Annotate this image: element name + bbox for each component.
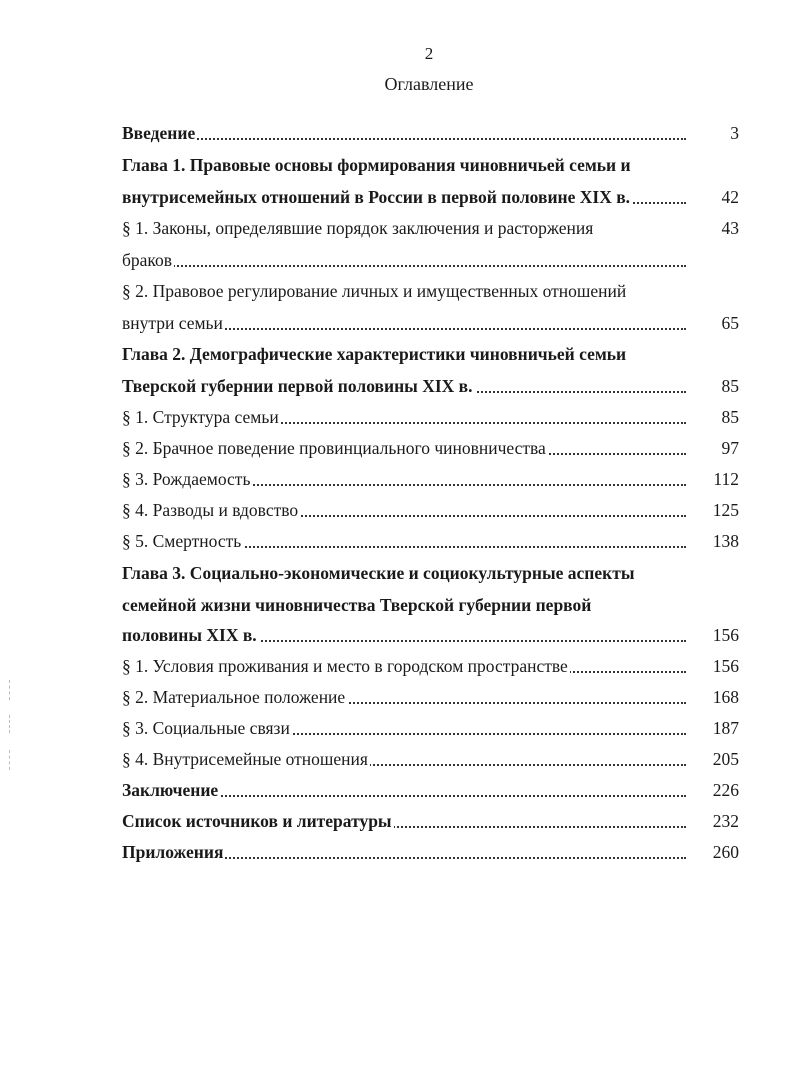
toc-entry-text: § 1. Условия проживания и место в городском пространстве xyxy=(122,656,568,676)
toc-entry-text: § 2. Правовое регулирование личных и имущественных отношений xyxy=(122,281,627,301)
toc-entry-section-2-3[interactable] xyxy=(122,464,686,494)
toc-page-number: 85 xyxy=(721,407,739,427)
toc-entry-chapter-3[interactable] xyxy=(122,558,686,588)
page-title: Оглавление xyxy=(384,74,474,94)
toc-entry-text: § 4. Внутрисемейные отношения xyxy=(122,749,368,769)
page-number: 2 xyxy=(424,44,434,63)
toc-page-number: 168 xyxy=(712,687,739,707)
scan-margin-mark xyxy=(9,750,10,770)
toc-entry-section-3-4[interactable] xyxy=(122,744,686,774)
toc-entry-section-1-1[interactable] xyxy=(122,213,686,243)
toc-entry-text: Глава 2. Демографические характеристики чиновничьей семьи xyxy=(122,344,627,364)
toc-entry-text: Введение xyxy=(122,123,196,143)
toc-page-number: 3 xyxy=(730,123,739,143)
toc-page-number: 97 xyxy=(721,438,739,458)
toc-page-number: 42 xyxy=(721,187,739,207)
toc-entry-sources[interactable] xyxy=(122,806,686,836)
toc-entry-text: Глава 1. Правовые основы формирования чиновничьей семьи и xyxy=(122,155,631,175)
toc-entry-introduction[interactable] xyxy=(122,118,686,148)
toc-entry-chapter-1[interactable] xyxy=(122,150,686,180)
toc-entry-chapter-2[interactable] xyxy=(122,339,686,369)
toc-page-number: 65 xyxy=(721,313,739,333)
toc-entry-chapter-3-cont-2[interactable] xyxy=(122,620,686,650)
toc-entry-chapter-1-cont[interactable] xyxy=(122,182,686,212)
toc-entry-text: § 2. Брачное поведение провинциального чиновничества xyxy=(122,438,546,458)
toc-entry-section-3-2[interactable] xyxy=(122,682,686,712)
toc-page-number: 125 xyxy=(712,500,739,520)
toc-entry-conclusion[interactable] xyxy=(122,775,686,805)
toc-entry-section-2-1[interactable] xyxy=(122,402,686,432)
leader-dots xyxy=(122,138,686,140)
toc-entry-section-1-2[interactable] xyxy=(122,276,686,306)
toc-entry-section-2-4[interactable] xyxy=(122,495,686,525)
toc-page-number: 205 xyxy=(712,749,739,769)
toc-page-number: 187 xyxy=(712,718,739,738)
toc-entry-section-3-3[interactable] xyxy=(122,713,686,743)
toc-entry-text: внутрисемейных отношений в России в первой половине XIX в. xyxy=(122,187,631,207)
toc-entry-appendices[interactable] xyxy=(122,837,686,867)
toc-entry-text: Список источников и литературы xyxy=(122,811,392,831)
toc-entry-text: Тверской губернии первой половины XIX в. xyxy=(122,376,473,396)
toc-entry-text: § 1. Законы, определявшие порядок заключения и расторжения xyxy=(122,218,594,238)
toc-entry-text: § 4. Разводы и вдовство xyxy=(122,500,299,520)
toc-page-number: 112 xyxy=(713,469,739,489)
toc-page-number: 156 xyxy=(712,625,739,645)
toc-entry-text: § 5. Смертность xyxy=(122,531,242,551)
toc-entry-section-2-2[interactable] xyxy=(122,433,686,463)
toc-entry-text: § 3. Социальные связи xyxy=(122,718,290,738)
toc-entry-text: браков xyxy=(122,250,173,270)
toc-page-number: 156 xyxy=(712,656,739,676)
toc-entry-text: Заключение xyxy=(122,780,219,800)
scan-margin-mark xyxy=(9,715,10,733)
toc-page-number: 43 xyxy=(721,218,739,238)
toc-page-number: 138 xyxy=(712,531,739,551)
toc-entry-chapter-3-cont[interactable] xyxy=(122,590,686,620)
toc-entry-text: Приложения xyxy=(122,842,224,862)
toc-entry-text: § 1. Структура семьи xyxy=(122,407,279,427)
scan-margin-mark xyxy=(9,680,10,700)
toc-entry-text: § 3. Рождаемость xyxy=(122,469,251,489)
toc-page-number: 226 xyxy=(712,780,739,800)
toc-entry-text: § 2. Материальное положение xyxy=(122,687,346,707)
toc-entry-section-1-2-cont[interactable] xyxy=(122,308,686,338)
toc-entry-text: семейной жизни чиновничества Тверской губернии первой xyxy=(122,595,592,615)
toc-page-number: 85 xyxy=(721,376,739,396)
toc-entry-section-3-1[interactable] xyxy=(122,651,686,681)
toc-page-number: 232 xyxy=(712,811,739,831)
toc-entry-text: Глава 3. Социально-экономические и социокультурные аспекты xyxy=(122,563,635,583)
toc-entry-text: половины XIX в. xyxy=(122,625,257,645)
toc-entry-section-2-5[interactable] xyxy=(122,526,686,556)
toc-page-number: 260 xyxy=(712,842,739,862)
toc-entry-text: внутри семьи xyxy=(122,313,223,333)
leader-dots xyxy=(122,265,686,267)
toc-entry-section-1-1-cont[interactable] xyxy=(122,245,686,275)
toc-entry-chapter-2-cont[interactable] xyxy=(122,371,686,401)
